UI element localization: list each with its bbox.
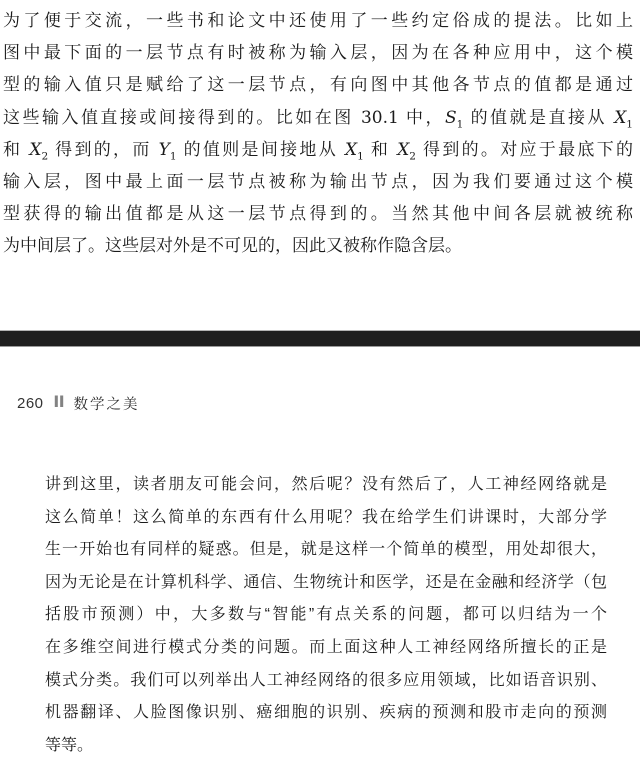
figure-number: 30.1	[360, 107, 399, 128]
math-var-x: X	[614, 107, 627, 128]
text-line: 模式分类。我们可以列举出人工神经网络的很多应用领域，比如语音识别、	[45, 671, 607, 689]
math-subscript: 1	[357, 150, 364, 163]
text-line: 型的输入值只是赋给了这一层节点，有向图中其他各节点的值都是通过	[3, 75, 633, 95]
text-segment: 这些输入值直接或间接得到的。比如在图	[3, 107, 361, 127]
book-title: 数学之美	[73, 396, 140, 413]
text-segment: 得到的。对应于最底下的	[416, 139, 633, 159]
text-segment: 和	[363, 139, 398, 159]
bottom-paragraph	[45, 469, 607, 762]
math-var-x: X	[29, 139, 42, 160]
text-line: 为中间层了。这些层对外是不可见的，因此又被称作隐含层。	[3, 236, 462, 256]
section-divider-bar	[0, 330, 640, 347]
text-line-with-math	[3, 134, 633, 166]
text-line: 这么简单！这么简单的东西有什么用呢？我在给学生们讲课时，大部分学	[45, 508, 607, 526]
text-line: 因为无论是在计算机科学、通信、生物统计和医学，还是在金融和经济学（包	[45, 573, 607, 591]
text-line: 输入层，图中最上面一层节点被称为输出节点，因为我们要通过这个模	[3, 172, 633, 192]
math-var-s: S	[445, 107, 457, 128]
math-var-x: X	[397, 139, 410, 160]
text-line: 等等。	[45, 736, 94, 754]
text-segment: 的值则是间接地从	[176, 139, 346, 159]
text-line-with-math	[3, 102, 633, 134]
text-line: 在多维空间进行模式分类的问题。而上面这种人工神经网络所擅长的正是	[45, 638, 607, 656]
text-segment: 中，	[398, 107, 445, 127]
text-line: 型获得的输出值都是从这一层节点得到的。当然其他中间各层就被统称	[3, 204, 633, 224]
top-paragraph	[3, 5, 633, 263]
running-head	[17, 393, 140, 413]
math-var-x: X	[345, 139, 358, 160]
double-bar-separator-icon: ‖	[52, 394, 65, 411]
page-number: 260	[17, 394, 44, 412]
math-subscript: 2	[409, 150, 416, 163]
math-var-y: Y	[158, 139, 170, 160]
math-subscript: 1	[169, 150, 177, 163]
text-line: 图中最下面的一层节点有时被称为输入层，因为在各种应用中，这个模	[3, 43, 633, 63]
math-subscript: 1	[626, 118, 633, 130]
text-segment: 和	[3, 139, 30, 159]
text-line: 括股市预测）中，大多数与“智能”有点关系的问题，都可以归结为一个	[45, 606, 607, 624]
text-line: 讲到这里，读者朋友可能会问，然后呢？没有然后了，人工神经网络就是	[45, 476, 607, 493]
text-line: 生一开始也有同样的疑惑。但是，就是这样一个简单的模型，用处却很大，	[45, 541, 607, 559]
text-line: 为了便于交流，一些书和论文中还使用了一些约定俗成的提法。比如上	[3, 11, 633, 30]
math-subscript: 2	[41, 150, 49, 163]
math-subscript: 1	[456, 118, 464, 130]
text-segment: 的值就是直接从	[463, 107, 615, 127]
text-line: 机器翻译、人脸图像识别、癌细胞的识别、疾病的预测和股市走向的预测	[45, 704, 607, 722]
text-segment: 得到的，而	[48, 139, 159, 159]
